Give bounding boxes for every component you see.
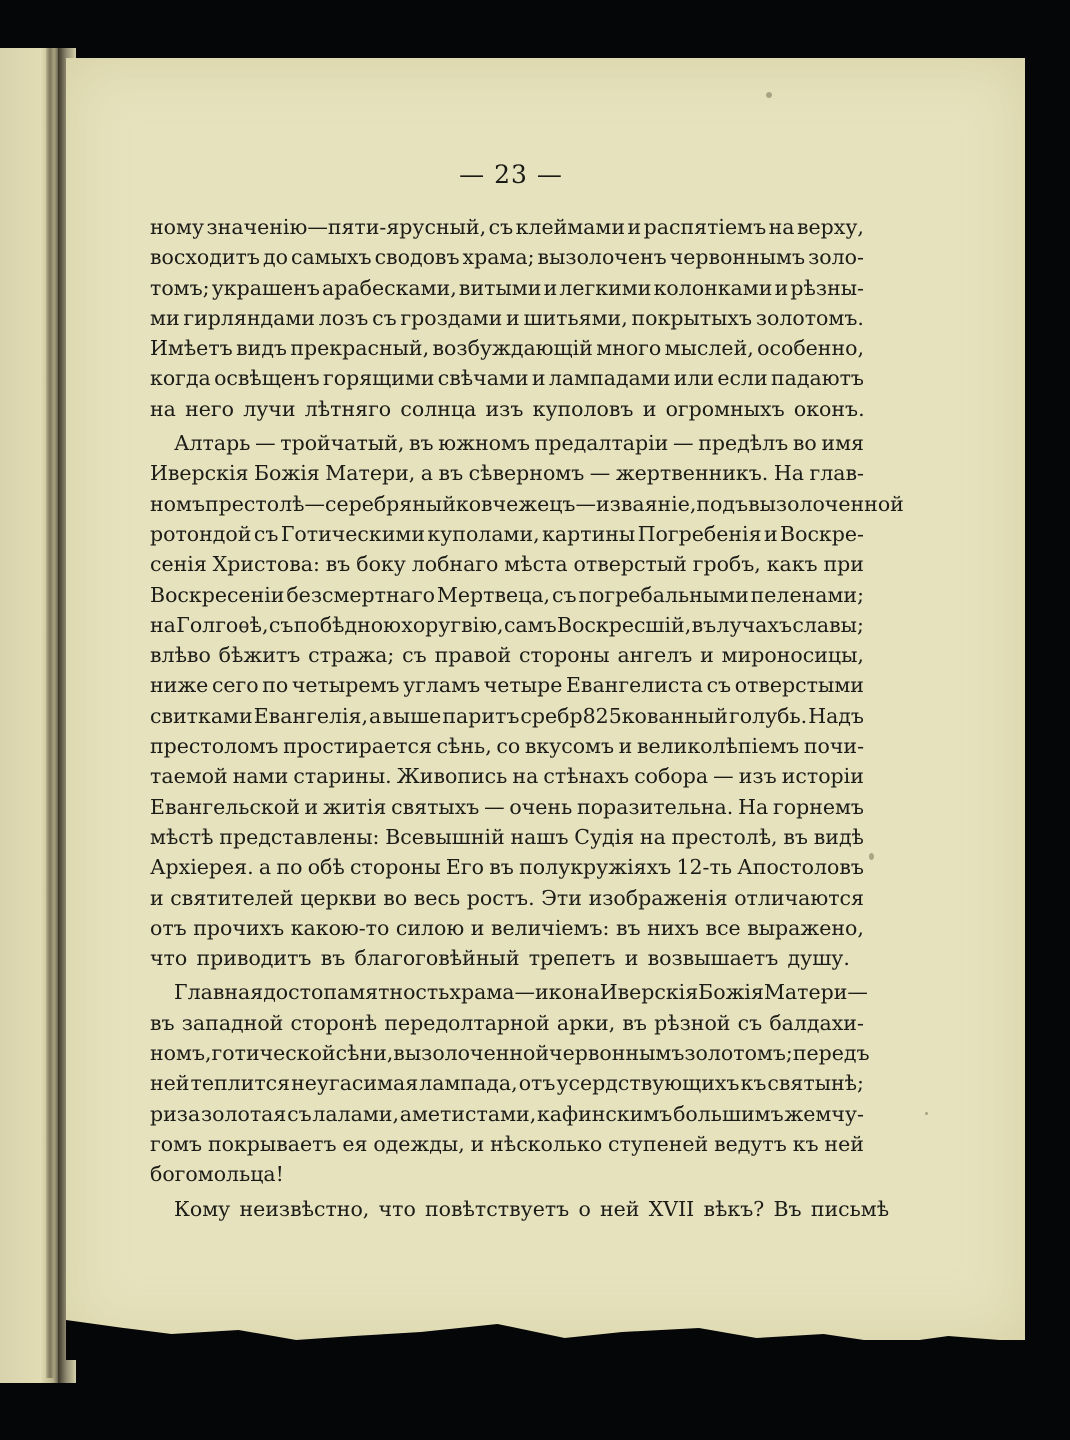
text-line: когда освѣщенъ горящими свѣчами и лампадами или если падаютъ — [150, 366, 864, 391]
text-line: въ западной сторонѣ передолтарной арки, въ рѣзной съ балдахи- — [150, 1010, 864, 1035]
text-line: отъ прочихъ какою-то силою и величіемъ: въ нихъ все выражено, — [150, 915, 864, 940]
paragraph — [150, 977, 870, 1189]
text-line: ротондой съ Готическими куполами, картины Погребенія и Воскре- — [150, 521, 864, 546]
text-line: номъ престолѣ—серебряный ковчежецъ—изваяніе, подъ вызолоченной — [150, 491, 904, 516]
text-line: Воскресеніи безсмертнаго Мертвеца, съ погребальными пеленами; — [150, 582, 864, 607]
text-line: таемой нами старины. Живопись на стѣнахъ собора — изъ исторіи — [150, 764, 864, 789]
paragraph — [150, 428, 904, 973]
text-line: ному значенію—пяти-ярусный, съ клеймами и распятіемъ на верху, — [150, 215, 864, 239]
paper-speck — [766, 92, 772, 98]
text-line: Иверскія Божія Матери, а въ сѣверномъ — жертвенникъ. На глав- — [150, 461, 864, 486]
text-line: свитками Евангелія, а выше паритъ сребр825кованный голубь. Надъ — [150, 703, 864, 728]
text-line: на него лучи лѣтняго солнца изъ куполовъ и огромныхъ оконъ. — [150, 396, 865, 421]
text-line: Имѣетъ видъ прекрасный, возбуждающій много мыслей, особенно, — [150, 336, 864, 361]
text-line: на Голгоѳѣ, съ побѣдною хоругвію, самъ Воскресшій, въ лучахъ славы; — [150, 612, 864, 637]
text-line: томъ; украшенъ арабесками, витыми и легкими колонками и рѣзны- — [150, 275, 864, 300]
text-line: Евангельской и житія святыхъ — очень поразительна. На горнемъ — [150, 794, 864, 819]
paragraph — [150, 1194, 890, 1224]
text-line: гомъ покрываетъ ея одежды, и нѣсколько ступеней ведутъ къ ней — [150, 1131, 864, 1156]
text-line: Кому неизвѣстно, что повѣтствуетъ о ней XVII вѣкъ? Въ письмѣ — [174, 1196, 890, 1221]
text-line: престоломъ простирается сѣнь, со вкусомъ и великолѣпіемъ почи- — [150, 734, 864, 759]
text-line: сенія Христова: въ боку лобнаго мѣста отверстый гробъ, какъ при — [150, 552, 864, 577]
text-line: влѣво бѣжитъ стража; съ правой стороны ангелъ и мироносицы, — [150, 643, 864, 668]
text-line: восходитъ до самыхъ сводовъ храма; вызолоченъ червоннымъ золо- — [150, 245, 864, 270]
text-line: что приводитъ въ благоговѣйный трепетъ и возвышаетъ душу. — [150, 946, 850, 971]
text-line: ниже сего по четыремъ угламъ четыре Евангелиста съ отверстыми — [150, 673, 864, 698]
page-number: — 23 — — [459, 160, 563, 189]
body-text — [150, 212, 904, 1228]
binding-fold — [46, 48, 54, 1378]
text-line: Алтарь — тройчатый, въ южномъ предалтаріи — предѣлъ во имя — [174, 431, 864, 456]
paper-speck — [925, 1112, 928, 1115]
text-line: номъ, готической сѣни, вызолоченной червоннымъ золотомъ; передъ — [150, 1041, 870, 1066]
page-header — [66, 160, 956, 189]
paragraph — [150, 212, 864, 424]
text-line: Главная достопамятность храма—икона Иверскія Божія Матери— — [174, 980, 868, 1005]
paper-speck — [869, 853, 874, 860]
text-line: Архіерея. а по обѣ стороны Его въ полукружіяхъ 12-ть Апостоловъ — [150, 855, 864, 880]
text-line: и святителей церкви во весь ростъ. Эти изображенія отличаются — [150, 885, 864, 910]
text-line: мѣстѣ представлены: Всевышній нашъ Судія на престолѣ, въ видѣ — [150, 824, 864, 849]
text-line: богомольца! — [150, 1162, 284, 1187]
text-line: ми гирляндами лозъ съ гроздами и шитьями, покрытыхъ золотомъ. — [150, 305, 864, 330]
text-line: риза золотая съ лалами, аметистами, кафинскимъ большимъ жемчу- — [150, 1101, 864, 1126]
text-line: ней теплится неугасимая лампада, отъ усердствующихъ къ святынѣ; — [150, 1071, 864, 1096]
